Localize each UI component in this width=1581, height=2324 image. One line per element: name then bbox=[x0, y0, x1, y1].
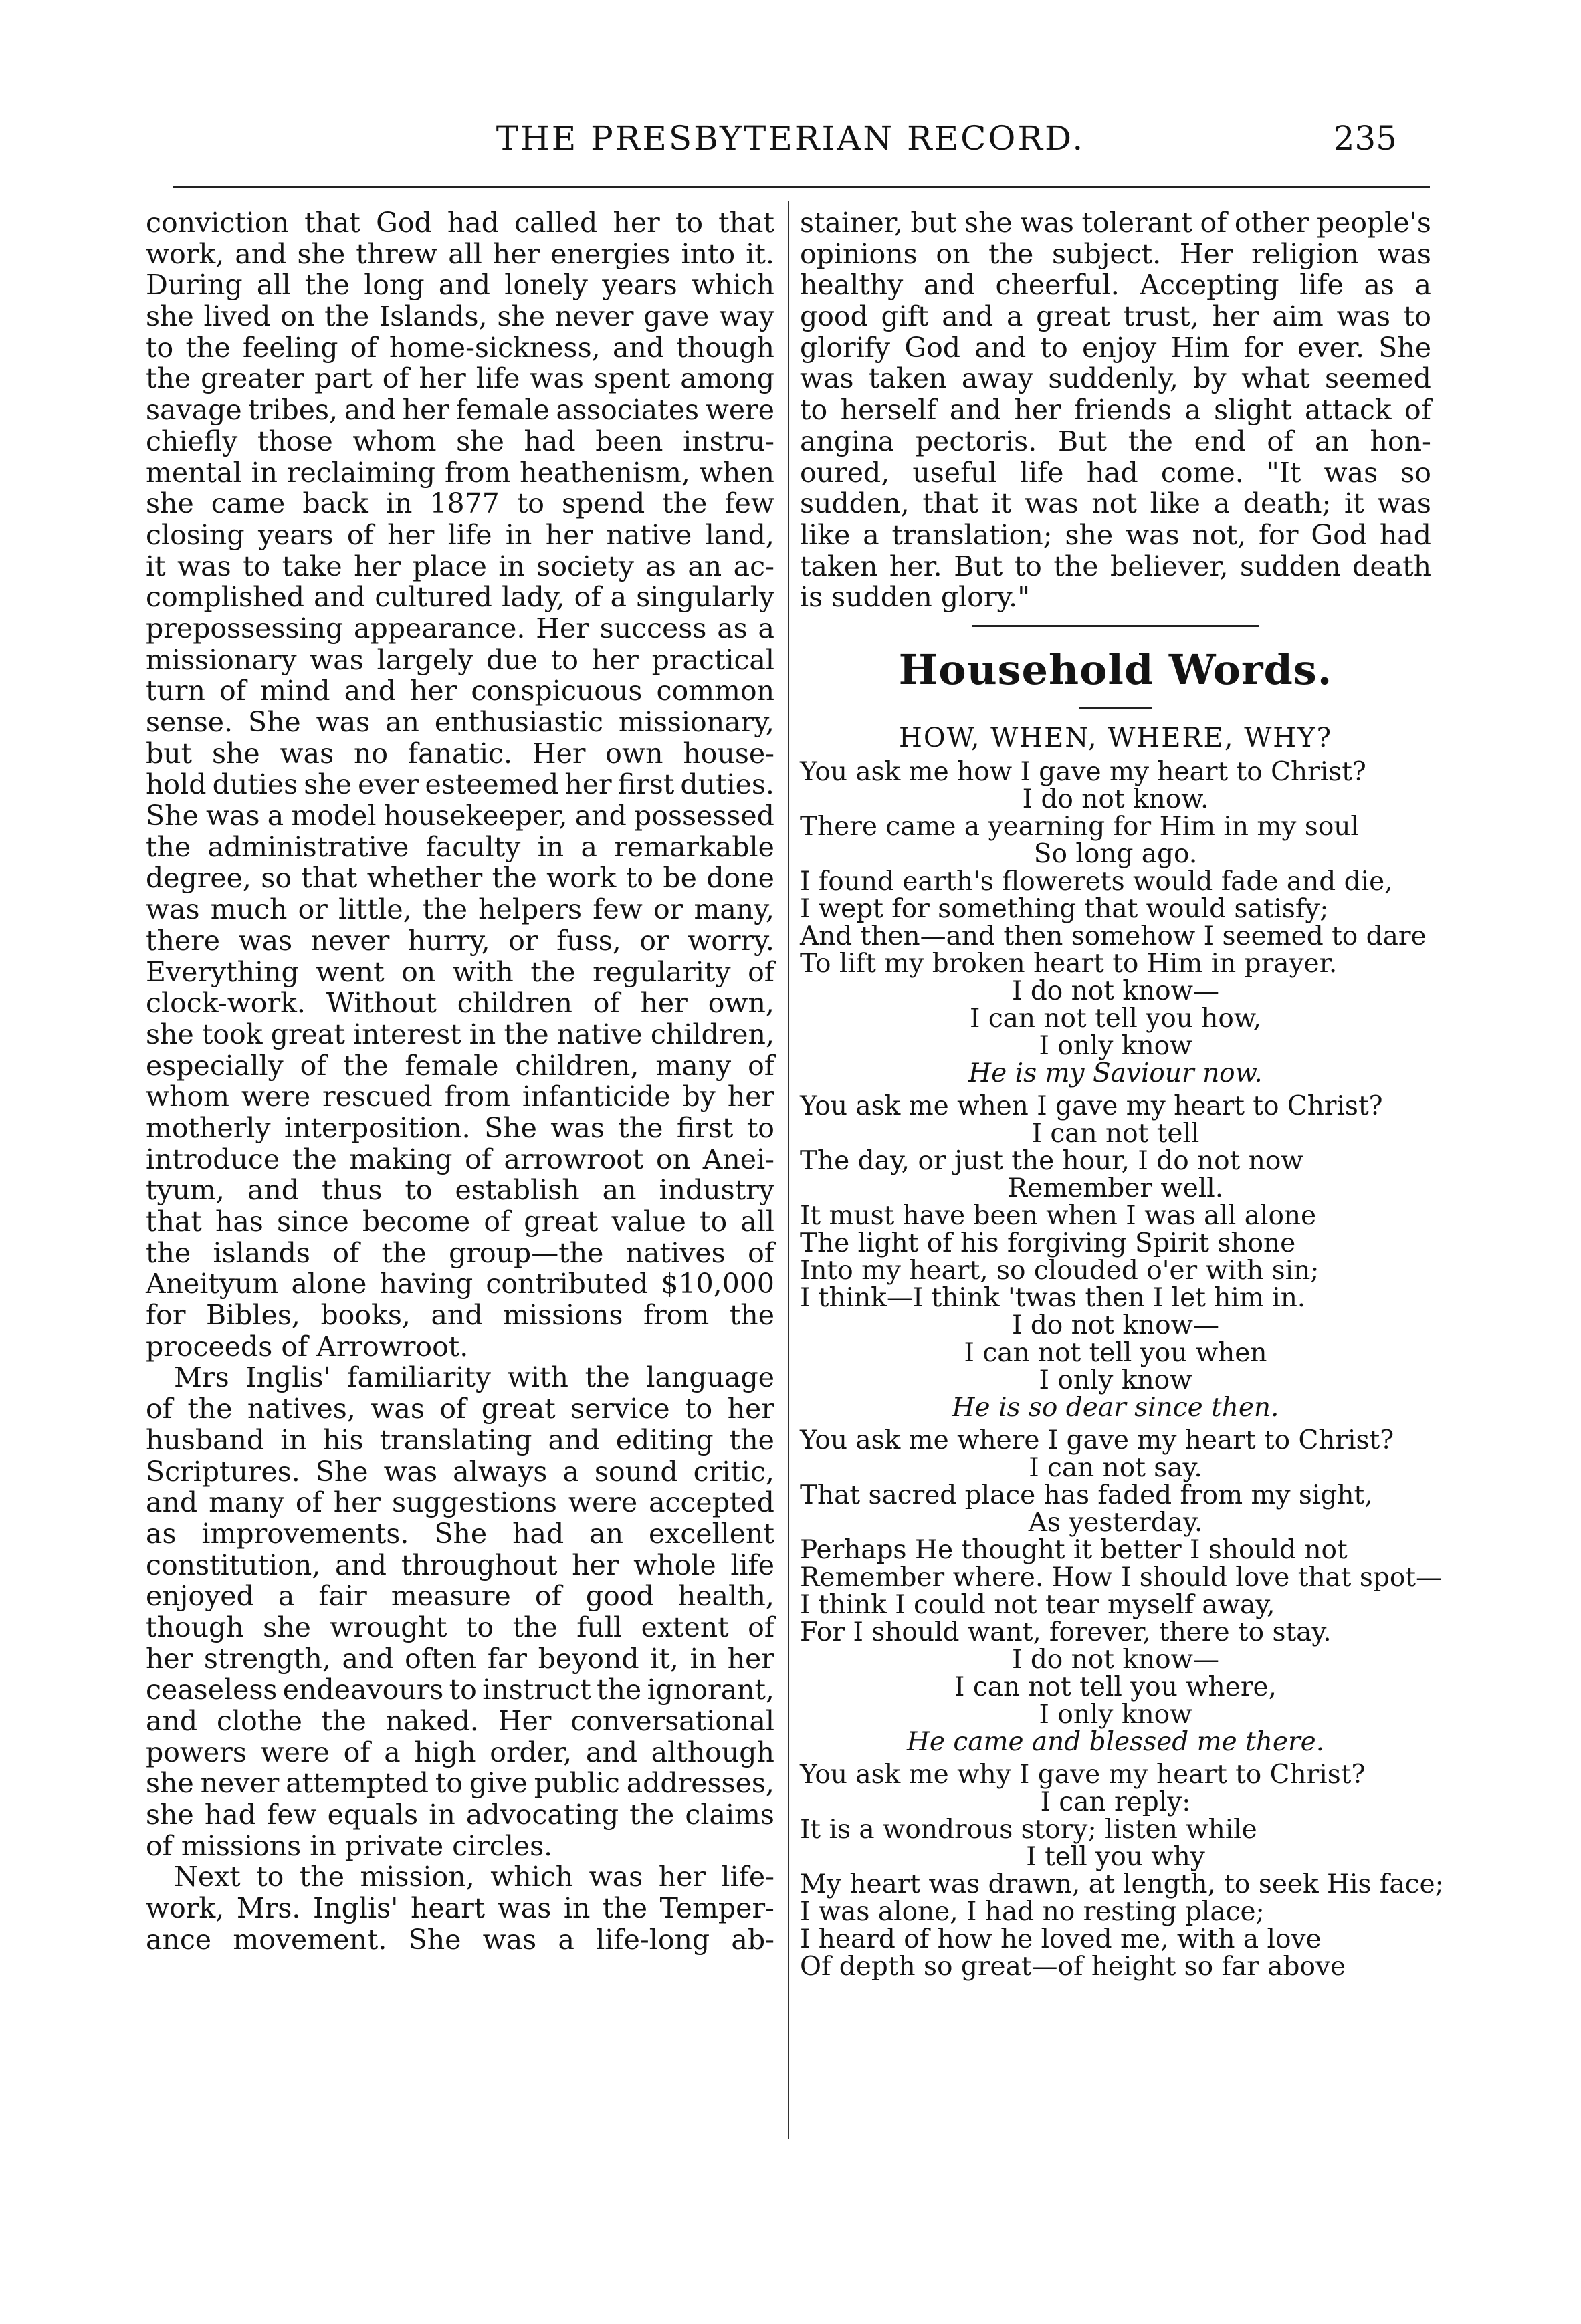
poem-line: For I should want, forever, there to stay. bbox=[800, 1617, 1332, 1647]
poem-line: There came a yearning for Him in my soul bbox=[800, 811, 1359, 842]
poem-line: I do not know. bbox=[1022, 784, 1209, 814]
text-line: closing years of her life in her native land, bbox=[146, 518, 774, 551]
section-divider bbox=[972, 625, 1259, 630]
text-line: savage tribes, and her female associates were bbox=[146, 394, 774, 427]
text-line: sudden, that it was not like a death; it was bbox=[800, 487, 1431, 520]
poem-line: I can not tell you when bbox=[964, 1337, 1267, 1368]
text-line: it was to take her place in society as an ac- bbox=[146, 550, 774, 582]
text-line: clock-work. Without children of her own, bbox=[146, 987, 774, 1020]
text-line: she never attempted to give public addresses, bbox=[146, 1767, 774, 1800]
left-column bbox=[146, 207, 774, 1956]
poem-line: I think—I think 'twas then I let him in. bbox=[800, 1282, 1306, 1313]
text-line: she lived on the Islands, she never gave way bbox=[146, 300, 774, 333]
poem-line: I can not tell you how, bbox=[970, 1003, 1261, 1034]
text-line: turn of mind and her conspicuous common bbox=[146, 675, 774, 707]
text-line: complished and cultured lady, of a singularly bbox=[146, 581, 774, 614]
text-line: opinions on the subject. Her religion was bbox=[800, 237, 1431, 270]
poem-line: I do not know— bbox=[1012, 1310, 1219, 1341]
poem-line: I can not say. bbox=[1029, 1452, 1202, 1483]
text-line: taken her. But to the believer, sudden death bbox=[800, 550, 1431, 582]
poem-line: I tell you why bbox=[1026, 1841, 1205, 1872]
text-line: that has since become of great value to all bbox=[146, 1205, 774, 1238]
poem bbox=[800, 756, 1444, 1982]
text-line: During all the long and lonely years which bbox=[146, 269, 774, 302]
poem-line: I only know bbox=[1039, 1699, 1192, 1730]
text-line: oured, useful life had come. "It was so bbox=[800, 456, 1431, 489]
text-line: angina pectoris. But the end of an hon- bbox=[800, 425, 1431, 457]
poem-line: I think I could not tear myself away, bbox=[800, 1589, 1275, 1620]
text-line: to the feeling of home-sickness, and though bbox=[146, 331, 774, 364]
text-line: tyum, and thus to establish an industry bbox=[146, 1174, 774, 1207]
poem-line: He is my Saviour now. bbox=[968, 1058, 1263, 1088]
text-line: and clothe the naked. Her conversational bbox=[146, 1705, 774, 1737]
poem-line: I can reply: bbox=[1040, 1786, 1191, 1817]
poem-line: I was alone, I had no resting place; bbox=[800, 1896, 1265, 1927]
text-line: was taken away suddenly, by what seemed bbox=[800, 362, 1431, 395]
text-line: ance movement. She was a life-long ab- bbox=[146, 1923, 774, 1956]
poem-line: You ask me when I gave my heart to Christ? bbox=[800, 1090, 1383, 1121]
text-line: especially of the female children, many of bbox=[146, 1049, 774, 1082]
poem-line: I do not know— bbox=[1012, 975, 1219, 1006]
journal-title: THE PRESBYTERIAN RECORD. bbox=[496, 119, 1085, 158]
text-line: is sudden glory." bbox=[800, 581, 1031, 614]
text-line: the greater part of her life was spent among bbox=[146, 362, 774, 395]
text-line: she had few equals in advocating the claims bbox=[146, 1798, 774, 1831]
heading-underline bbox=[1079, 707, 1152, 709]
poem-line: Remember well. bbox=[1007, 1173, 1224, 1203]
text-line: prepossessing appearance. Her success as a bbox=[146, 612, 774, 645]
poem-line: You ask me where I gave my heart to Christ? bbox=[800, 1425, 1394, 1456]
text-line: Everything went on with the regularity of bbox=[146, 955, 774, 988]
poem-line: You ask me why I gave my heart to Christ? bbox=[800, 1759, 1366, 1790]
text-line: hold duties she ever esteemed her first duties. bbox=[146, 768, 774, 801]
text-line: stainer, but she was tolerant of other people's bbox=[800, 207, 1431, 239]
poem-title: HOW, WHEN, WHERE, WHY? bbox=[898, 722, 1333, 753]
header-rule bbox=[173, 186, 1430, 188]
poem-line: He came and blessed me there. bbox=[906, 1726, 1325, 1757]
poem-line: I heard of how he loved me, with a love bbox=[800, 1924, 1322, 1954]
poem-line: Remember where. How I should love that spot— bbox=[800, 1562, 1443, 1593]
poem-line: So long ago. bbox=[1033, 838, 1198, 869]
poem-line: As yesterday. bbox=[1028, 1507, 1203, 1538]
poem-line: You ask me how I gave my heart to Christ? bbox=[800, 756, 1366, 787]
text-line: ceaseless endeavours to instruct the ignorant, bbox=[146, 1673, 774, 1706]
column-divider bbox=[788, 201, 789, 2139]
text-line: there was never hurry, or fuss, or worry. bbox=[146, 924, 774, 957]
poem-line: I can not tell bbox=[1031, 1118, 1200, 1149]
text-line: chiefly those whom she had been instru- bbox=[146, 425, 774, 457]
poem-line: It must have been when I was all alone bbox=[800, 1200, 1317, 1231]
text-line: she came back in 1877 to spend the few bbox=[146, 487, 774, 520]
text-line: powers were of a high order, and although bbox=[146, 1736, 774, 1768]
text-line: mental in reclaiming from heathenism, when bbox=[146, 456, 774, 489]
text-line: good gift and a great trust, her aim was to bbox=[800, 300, 1431, 333]
poem-line: I wept for something that would satisfy; bbox=[800, 893, 1329, 924]
text-line: like a translation; she was not, for God had bbox=[800, 518, 1431, 551]
poem-line: My heart was drawn, at length, to seek His face; bbox=[800, 1869, 1444, 1899]
poem-line: Perhaps He thought it better I should not bbox=[800, 1534, 1348, 1565]
text-line: introduce the making of arrowroot on Anei- bbox=[146, 1143, 774, 1175]
poem-line: To lift my broken heart to Him in prayer. bbox=[800, 948, 1338, 979]
text-line: Next to the mission, which was her life- bbox=[174, 1861, 774, 1893]
text-line: but she was no fanatic. Her own house- bbox=[146, 737, 774, 770]
right-column-prose bbox=[800, 207, 1431, 613]
text-line: the administrative faculty in a remarkable bbox=[146, 830, 774, 863]
poem-line: Into my heart, so clouded o'er with sin; bbox=[800, 1255, 1320, 1286]
text-line: missionary was largely due to her practical bbox=[146, 643, 774, 676]
text-line: proceeds of Arrowroot. bbox=[146, 1330, 469, 1363]
text-line: was much or little, the helpers few or many, bbox=[146, 893, 774, 926]
text-line: Aneityum alone having contributed $10,000 bbox=[146, 1268, 774, 1300]
text-line: motherly interposition. She was the first to bbox=[146, 1111, 774, 1144]
text-line: sense. She was an enthusiastic missionary, bbox=[146, 706, 774, 738]
text-line: conviction that God had called her to that bbox=[146, 207, 774, 239]
text-line: constitution, and throughout her whole life bbox=[146, 1548, 774, 1581]
poem-line: I only know bbox=[1039, 1365, 1192, 1395]
page-number: 235 bbox=[1333, 119, 1397, 158]
text-line: of missions in private circles. bbox=[146, 1829, 553, 1862]
text-line: for Bibles, books, and missions from the bbox=[146, 1299, 774, 1332]
poem-line: The day, or just the hour, I do not now bbox=[800, 1145, 1303, 1176]
text-line: She was a model housekeeper, and possessed bbox=[146, 800, 774, 832]
text-line: glorify God and to enjoy Him for ever. She bbox=[800, 331, 1431, 364]
poem-line: The light of his forgiving Spirit shone bbox=[800, 1228, 1296, 1258]
running-head bbox=[0, 119, 1581, 166]
text-line: of the natives, was of great service to her bbox=[146, 1393, 774, 1425]
poem-line: I only know bbox=[1039, 1030, 1192, 1061]
text-line: she took great interest in the native children, bbox=[146, 1018, 774, 1050]
text-line: as improvements. She had an excellent bbox=[146, 1517, 774, 1550]
text-line: enjoyed a fair measure of good health, bbox=[146, 1580, 774, 1613]
poem-line: I found earth's flowerets would fade and die, bbox=[800, 866, 1393, 897]
text-line: degree, so that whether the work to be done bbox=[146, 862, 774, 895]
text-line: Mrs Inglis' familiarity with the language bbox=[174, 1361, 774, 1394]
poem-line: He is so dear since then. bbox=[952, 1392, 1279, 1423]
text-line: whom were rescued from infanticide by her bbox=[146, 1080, 774, 1113]
text-line: work, Mrs. Inglis' heart was in the Temper- bbox=[146, 1892, 774, 1925]
text-line: healthy and cheerful. Accepting life as a bbox=[800, 269, 1431, 302]
text-line: her strength, and often far beyond it, in her bbox=[146, 1642, 774, 1675]
poem-line: And then—and then somehow I seemed to dare bbox=[800, 921, 1427, 951]
poem-line: I can not tell you where, bbox=[954, 1671, 1277, 1702]
poem-line: That sacred place has faded from my sight, bbox=[800, 1480, 1373, 1510]
text-line: to herself and her friends a slight attack of bbox=[800, 394, 1431, 427]
text-line: though she wrought to the full extent of bbox=[146, 1611, 774, 1643]
text-line: work, and she threw all her energies into it. bbox=[146, 237, 774, 270]
right-column bbox=[800, 207, 1444, 1982]
text-line: husband in his translating and editing the bbox=[146, 1423, 774, 1456]
text-line: the islands of the group—the natives of bbox=[146, 1236, 774, 1269]
poem-line: I do not know— bbox=[1012, 1644, 1219, 1675]
section-heading: Household Words. bbox=[898, 645, 1333, 694]
poem-line: It is a wondrous story; listen while bbox=[800, 1814, 1257, 1845]
text-line: and many of her suggestions were accepted bbox=[146, 1486, 774, 1519]
text-line: Scriptures. She was always a sound critic, bbox=[146, 1455, 774, 1488]
poem-line: Of depth so great—of height so far above bbox=[800, 1951, 1346, 1982]
